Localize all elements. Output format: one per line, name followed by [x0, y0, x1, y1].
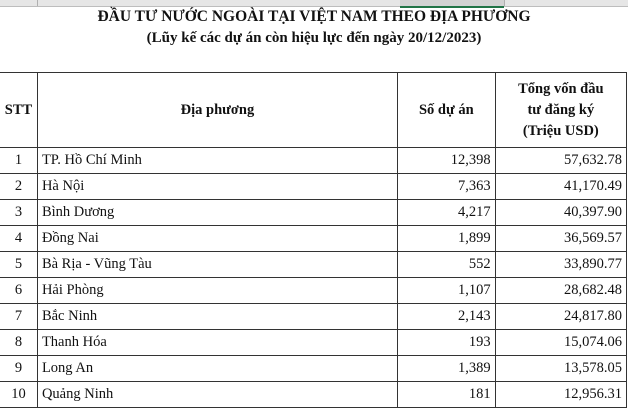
spreadsheet-column-header-strip [0, 0, 628, 7]
row-locality[interactable]: Bắc Ninh [37, 304, 397, 330]
header-capital-line1: Tổng vốn đầu [518, 80, 604, 97]
row-stt[interactable]: 8 [0, 330, 37, 356]
row-capital[interactable]: 13,578.05 [495, 356, 626, 382]
row-stt[interactable]: 2 [0, 174, 37, 200]
table-row [0, 382, 627, 408]
row-stt[interactable]: 9 [0, 356, 37, 382]
row-projects[interactable]: 552 [397, 252, 495, 278]
column-separator [37, 0, 38, 6]
row-locality[interactable]: Long An [37, 356, 397, 382]
page-title: ĐẦU TƯ NƯỚC NGOÀI TẠI VIỆT NAM THEO ĐỊA PHƯƠNG [97, 8, 531, 25]
row-capital[interactable]: 33,890.77 [495, 252, 626, 278]
row-capital[interactable]: 41,170.49 [495, 174, 626, 200]
table-header-row [0, 73, 627, 148]
row-stt[interactable]: 1 [0, 148, 37, 174]
fdi-table [0, 72, 627, 408]
header-stt: STT [0, 73, 37, 148]
row-locality[interactable]: TP. Hồ Chí Minh [37, 148, 397, 174]
row-capital[interactable]: 40,397.90 [495, 200, 626, 226]
row-projects[interactable]: 1,899 [397, 226, 495, 252]
row-capital[interactable]: 15,074.06 [495, 330, 626, 356]
row-locality[interactable]: Đồng Nai [37, 226, 397, 252]
row-capital[interactable]: 24,817.80 [495, 304, 626, 330]
row-capital[interactable]: 36,569.57 [495, 226, 626, 252]
table-row [0, 252, 627, 278]
row-locality[interactable]: Hải Phòng [37, 278, 397, 304]
table-row [0, 226, 627, 252]
table-row [0, 304, 627, 330]
row-locality[interactable]: Thanh Hóa [37, 330, 397, 356]
row-stt[interactable]: 5 [0, 252, 37, 278]
table-row [0, 148, 627, 174]
row-locality[interactable]: Quảng Ninh [37, 382, 397, 408]
header-capital-line2: tư đăng ký [527, 101, 595, 118]
header-projects: Số dự án [397, 73, 495, 148]
column-separator [504, 0, 505, 6]
header-capital-line3: (Triệu USD) [522, 122, 599, 139]
row-projects[interactable]: 193 [397, 330, 495, 356]
row-stt[interactable]: 7 [0, 304, 37, 330]
page-subtitle: (Lũy kế các dự án còn hiệu lực đến ngày 20/12/2023) [146, 30, 482, 46]
table-row [0, 174, 627, 200]
table-row [0, 278, 627, 304]
row-stt[interactable]: 3 [0, 200, 37, 226]
row-stt[interactable]: 4 [0, 226, 37, 252]
header-locality: Địa phương [37, 73, 397, 148]
row-projects[interactable]: 2,143 [397, 304, 495, 330]
row-projects[interactable]: 181 [397, 382, 495, 408]
row-projects[interactable]: 12,398 [397, 148, 495, 174]
row-projects[interactable]: 4,217 [397, 200, 495, 226]
row-locality[interactable]: Bà Rịa - Vũng Tàu [37, 252, 397, 278]
row-projects[interactable]: 1,107 [397, 278, 495, 304]
row-capital[interactable]: 12,956.31 [495, 382, 626, 408]
row-locality[interactable]: Bình Dương [37, 200, 397, 226]
table-row [0, 330, 627, 356]
row-projects[interactable]: 7,363 [397, 174, 495, 200]
table-row [0, 200, 627, 226]
selected-column-header[interactable] [400, 0, 504, 8]
header-capital [495, 73, 626, 148]
row-capital[interactable]: 28,682.48 [495, 278, 626, 304]
row-capital[interactable]: 57,632.78 [495, 148, 626, 174]
row-locality[interactable]: Hà Nội [37, 174, 397, 200]
row-projects[interactable]: 1,389 [397, 356, 495, 382]
row-stt[interactable]: 6 [0, 278, 37, 304]
table-row [0, 356, 627, 382]
row-stt[interactable]: 10 [0, 382, 37, 408]
